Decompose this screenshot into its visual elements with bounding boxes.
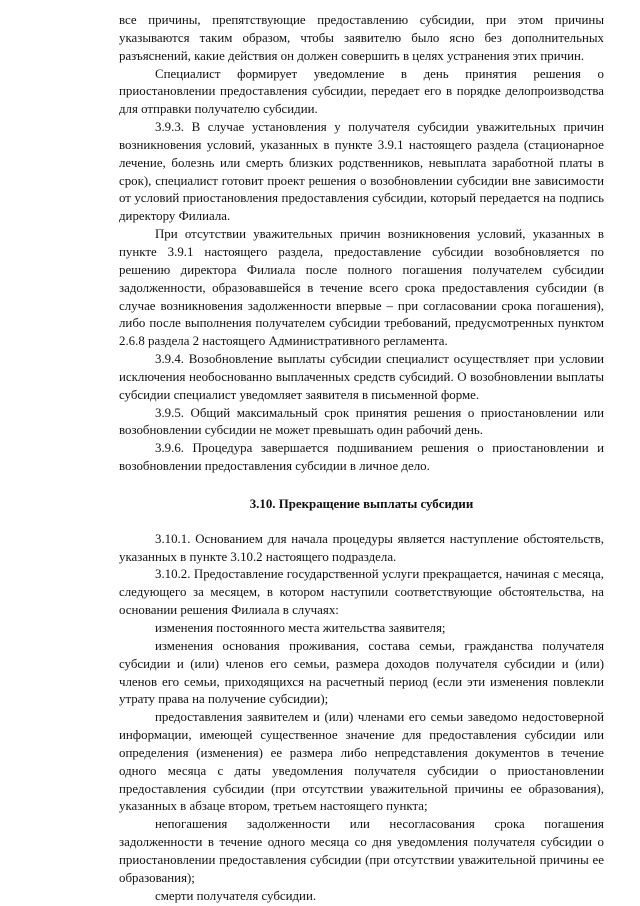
section-heading: 3.10. Прекращение выплаты субсидии	[249, 496, 474, 511]
list-item-changes: изменения основания проживания, состава семьи, гражданства получателя субсидии и (или) членов его семьи, размера доходов получателя субсидии и (или) членов его семьи, приходящихся на расчетный период (если эти изменения повлекли утрату права на получение субсидии);	[119, 638, 604, 707]
list-item-residence: изменения постоянного места жительства заявителя;	[155, 621, 446, 635]
paragraph-continuation: все причины, препятствующие предоставлению субсидии, при этом причины указываются таким образом, чтобы заявителю было ясно без дополнительных разъяснений, какие действия он должен совершить в целях устранения этих причин.	[119, 13, 604, 63]
paragraph-3-9-6: 3.9.6. Процедура завершается подшиванием решения о приостановлении и возобновлении предоставления субсидии в личное дело.	[119, 441, 604, 474]
list-item-false-info: предоставления заявителем и (или) членами его семьи заведомо недостоверной информации, имеющей существенное значение для предоставления субсидии или определения (изменения) ее размера либо непредставления документов в течение одного месяца с даты уведомления получателя субсидии о приостановлении предоставления субсидии (при отсутствии уважительной причины ее образования), указанных в абзаце втором, третьем настоящего пункта;	[119, 710, 604, 814]
paragraph-3-9-5: 3.9.5. Общий максимальный срок принятия решения о приостановлении или возобновлении субсидии не может превышать один рабочий день.	[119, 405, 604, 438]
paragraph-notification: Специалист формирует уведомление в день принятия решения о приостановлении предоставления субсидии, передает его в порядке делопроизводства для отправки получателю субсидии.	[119, 66, 604, 117]
list-item-debt: непогашения задолженности или несогласования срока погашения задолженности в течение одного месяца со дня уведомления получателя субсидии о приостановлении предоставления субсидии (при отсутствии уважительной причины ее образования);	[119, 817, 604, 885]
paragraph-3-9-3: 3.9.3. В случае установления у получателя субсидии уважительных причин возникновения условий, указанных в пункте 3.9.1 настоящего раздела (стационарное лечение, болезнь или смерть близких родственников, невыплата заработной платы в срок), специалист готовит проект решения о возобновлении субсидии вне зависимости от условий приостановления предоставления субсидии, который передается на подпись директору Филиала.	[119, 120, 604, 224]
paragraph-3-10-2: 3.10.2. Предоставление государственной услуги прекращается, начиная с месяца, следующего за месяцем, в котором наступили соответствующие обстоятельства, на основании решения Филиала в случаях:	[119, 567, 604, 618]
paragraph-3-9-4: 3.9.4. Возобновление выплаты субсидии специалист осуществляет при условии исключения необоснованно выплаченных средств субсидий. О возобновлении выплаты субсидии специалист уведомляет заявителя в письменной форме.	[119, 352, 604, 402]
paragraph-no-valid-reasons: При отсутствии уважительных причин возникновения условий, указанных в пункте 3.9.1 настоящего раздела, предоставление субсидии возобновляется по решению директора Филиала после полного погашения получателем субсидии задолженности, образовавшейся в течение всего срока предоставления субсидии (в случае возникновения задолженности впервые – при согласовании срока погашения), либо после выполнения получателем субсидии требований, предусмотренных пунктом 2.6.8 раздела 2 настоящего Административного регламента.	[119, 227, 604, 349]
paragraph-3-10-1: 3.10.1. Основанием для начала процедуры является наступление обстоятельств, указанных в пункте 3.10.2 настоящего подраздела.	[119, 531, 604, 564]
list-item-death: смерти получателя субсидии.	[155, 888, 317, 903]
